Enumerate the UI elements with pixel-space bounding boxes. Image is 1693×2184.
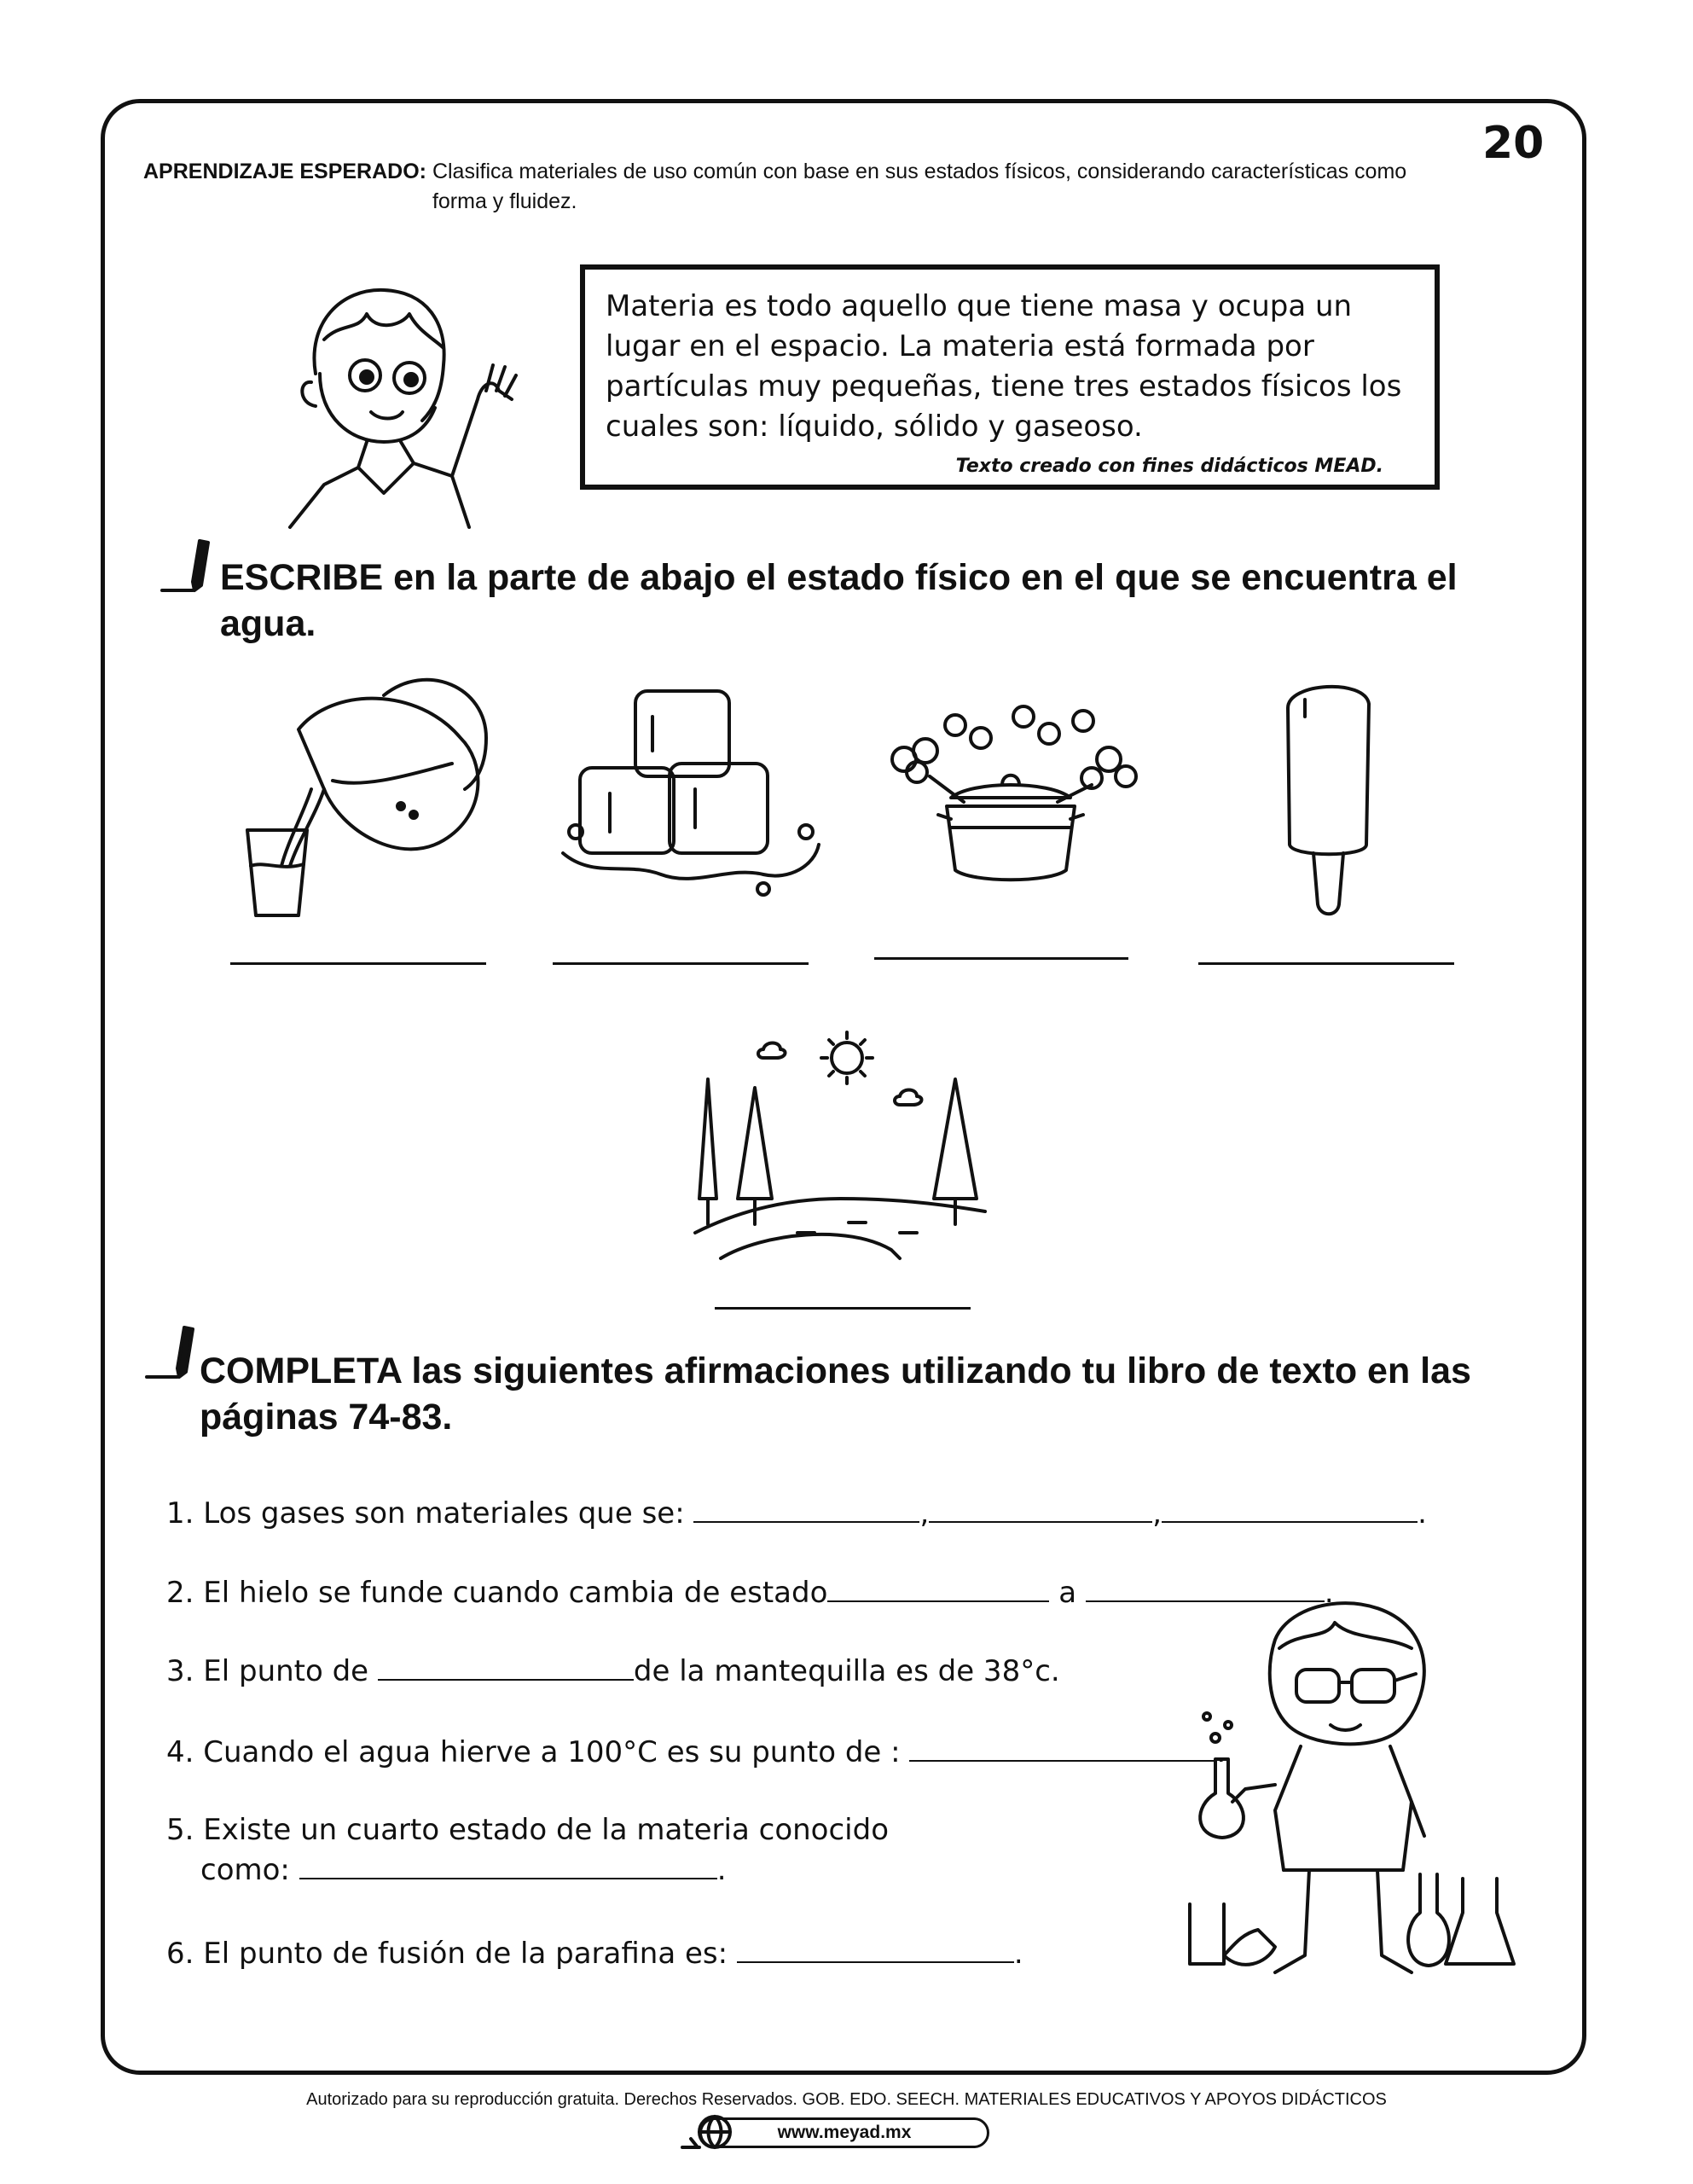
definition-text: Materia es todo aquello que tiene masa y ocupa un lugar en el espacio. La materia está formada por partículas muy pequeñas, tiene tres estados físicos los cuales son: líquido, sólido y gaseoso. bbox=[606, 289, 1402, 444]
pitcher-glass-icon bbox=[230, 670, 503, 926]
answer-blank[interactable] bbox=[737, 1937, 1014, 1963]
boy-waving-icon bbox=[273, 271, 529, 527]
answer-line-1[interactable] bbox=[230, 962, 486, 965]
answer-blank[interactable] bbox=[299, 1854, 717, 1879]
learning-objective bbox=[143, 157, 1474, 217]
scientist-child-icon bbox=[1181, 1589, 1522, 1989]
steaming-pot-icon bbox=[878, 700, 1143, 887]
definition-credit: Texto creado con fines didácticos MEAD. bbox=[955, 456, 1383, 477]
page-number: 20 bbox=[1482, 118, 1545, 169]
statement-4: 4. Cuando el agua hierve a 100°C es su punto de : . bbox=[166, 1735, 1226, 1769]
statement-5-cont: como: . bbox=[200, 1853, 727, 1887]
answer-line-2[interactable] bbox=[553, 962, 809, 965]
answer-blank[interactable] bbox=[929, 1497, 1152, 1523]
ice-cubes-icon bbox=[559, 682, 832, 904]
website-link[interactable]: www.meyad.mx bbox=[699, 2117, 989, 2148]
instruction-completa-text: las siguientes afirmaciones utilizando tu libro de texto en las páginas 74-83. bbox=[200, 1350, 1471, 1438]
instruction-completa-keyword: COMPLETA bbox=[200, 1350, 402, 1391]
statement-6: 6. El punto de fusión de la parafina es: . bbox=[166, 1937, 1023, 1971]
instruction-escribe bbox=[220, 555, 1551, 647]
answer-blank[interactable] bbox=[693, 1497, 919, 1523]
landscape-river-icon bbox=[695, 1028, 985, 1258]
definition-box bbox=[580, 264, 1440, 490]
statement-1: 1. Los gases son materiales que se: , , . bbox=[166, 1496, 1427, 1531]
answer-line-5[interactable] bbox=[715, 1307, 971, 1310]
popsicle-icon bbox=[1271, 674, 1390, 921]
instruction-escribe-keyword: ESCRIBE bbox=[220, 557, 384, 598]
answer-line-4[interactable] bbox=[1198, 962, 1454, 965]
answer-blank[interactable] bbox=[909, 1736, 1216, 1762]
learning-objective-text: Clasifica materiales de uso común con base en sus estados físicos, considerando características como forma y fluidez. bbox=[432, 160, 1407, 213]
footer-text: Autorizado para su reproducción gratuita. Derechos Reservados. GOB. EDO. SEECH. MATERIALES EDUCATIVOS Y APOYOS DIDÁCTICOS bbox=[306, 2090, 1387, 2109]
answer-blank[interactable] bbox=[1162, 1497, 1418, 1523]
instruction-completa bbox=[200, 1348, 1479, 1440]
pencil-icon bbox=[159, 537, 218, 597]
instruction-escribe-text: en la parte de abajo el estado físico en el que se encuentra el agua. bbox=[220, 557, 1458, 644]
pencil-icon bbox=[143, 1324, 203, 1384]
learning-objective-label: APRENDIZAJE ESPERADO: bbox=[143, 160, 426, 183]
answer-blank[interactable] bbox=[378, 1655, 634, 1681]
answer-blank[interactable] bbox=[827, 1577, 1049, 1602]
answer-line-3[interactable] bbox=[874, 957, 1128, 960]
statement-2: 2. El hielo se funde cuando cambia de estado a . bbox=[166, 1576, 1334, 1610]
statement-3: 3. El punto de de la mantequilla es de 38°c. bbox=[166, 1654, 1060, 1688]
statement-5: 5. Existe un cuarto estado de la materia conocido bbox=[166, 1813, 889, 1847]
